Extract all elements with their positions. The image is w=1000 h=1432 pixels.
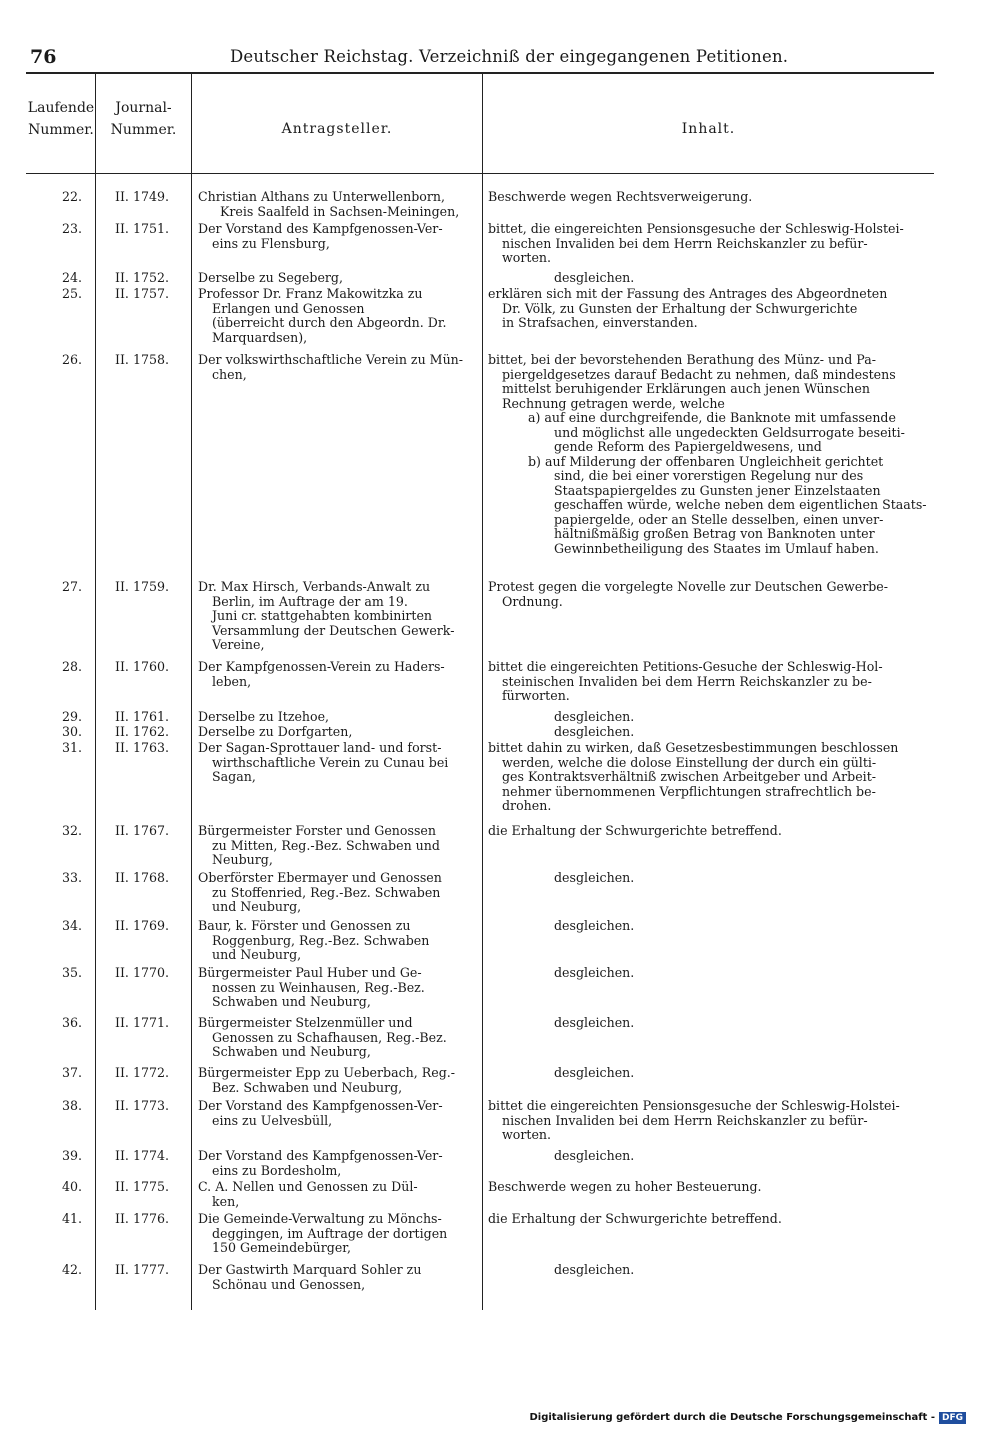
- content-line: fürworten.: [502, 688, 570, 703]
- applicant-line: und Neuburg,: [212, 899, 302, 914]
- row-number: 26.: [61, 352, 82, 367]
- content-line: die Erhaltung der Schwurgerichte betreffend.: [488, 1211, 782, 1226]
- applicant-line: Der Kampfgenossen-Verein zu Haders-: [198, 659, 445, 674]
- row-number: 29.: [61, 709, 82, 724]
- applicant-line: Die Gemeinde-Verwaltung zu Mönchs-: [198, 1211, 442, 1226]
- applicant-line: Versammlung der Deutschen Gewerk-: [212, 622, 455, 638]
- applicant-line: Schwaben und Neuburg,: [212, 994, 371, 1009]
- col-header-line: Nummer.: [110, 122, 177, 138]
- applicant-line: ken,: [212, 1193, 240, 1209]
- content-line: werden, welche die dolose Einstellung der durch ein gülti-: [502, 754, 877, 770]
- content-line: gende Reform des Papiergeldwesens, und: [554, 439, 822, 454]
- journal-number: II. 1760.: [114, 659, 169, 674]
- applicant-line: Der volkswirthschaftliche Verein zu Mün-: [198, 352, 464, 367]
- applicant-line: Professor Dr. Franz Makowitzka zu: [198, 286, 423, 301]
- applicant-line: Schwaben und Neuburg,: [212, 1044, 371, 1059]
- content-line: desgleichen.: [554, 1262, 635, 1277]
- row-number: 24.: [61, 270, 82, 285]
- applicant-line: 150 Gemeindebürger,: [212, 1240, 351, 1255]
- applicant-line: Genossen zu Schafhausen, Reg.-Bez.: [212, 1029, 447, 1045]
- applicant-line: chen,: [212, 366, 247, 382]
- content-line: ges Kontraktsverhältniß zwischen Arbeitgeber und Arbeit-: [502, 769, 877, 784]
- row-number: 41.: [61, 1211, 82, 1226]
- journal-number: II. 1771.: [114, 1015, 169, 1030]
- applicant-line: Marquardsen),: [212, 329, 308, 345]
- content-line: worten.: [502, 250, 552, 265]
- applicant-line: Bez. Schwaben und Neuburg,: [212, 1079, 403, 1095]
- applicant-line: Dr. Max Hirsch, Verbands-Anwalt zu: [198, 579, 431, 594]
- content-line: bittet, die eingereichten Pensionsgesuche der Schleswig-Holstei-: [488, 221, 904, 236]
- applicant-line: Derselbe zu Dorfgarten,: [198, 724, 353, 739]
- content-line: desgleichen.: [554, 870, 635, 885]
- footer: [529, 1412, 966, 1424]
- content-line: hältnißmäßig großen Betrag von Banknoten unter: [554, 526, 875, 541]
- dfg-logo: DFG: [939, 1412, 966, 1424]
- applicant-line: zu Stoffenried, Reg.-Bez. Schwaben: [212, 884, 441, 900]
- content-line: b) auf Milderung der offenbaren Ungleichheit gerichtet: [528, 453, 884, 469]
- content-line: desgleichen.: [554, 965, 635, 980]
- applicant-line: Bürgermeister Forster und Genossen: [198, 823, 436, 838]
- content-line: Ordnung.: [502, 593, 563, 609]
- journal-number: II. 1775.: [114, 1179, 169, 1194]
- row-number: 25.: [61, 286, 82, 301]
- journal-number: II. 1751.: [114, 221, 169, 236]
- content-line: Gewinnbetheiligung des Staates im Umlauf haben.: [554, 540, 879, 556]
- row-number: 38.: [61, 1098, 82, 1113]
- content-line: bittet die eingereichten Pensionsgesuche der Schleswig-Holstei-: [488, 1098, 900, 1113]
- content-line: Beschwerde wegen zu hoher Besteuerung.: [488, 1179, 762, 1194]
- applicant-line: Der Vorstand des Kampfgenossen-Ver-: [198, 1098, 443, 1113]
- col-header-journal-nummer: [96, 97, 191, 141]
- row-number: 30.: [61, 724, 82, 739]
- content-line: Protest gegen die vorgelegte Novelle zur Deutschen Gewerbe-: [488, 579, 888, 594]
- applicant-line: Der Vorstand des Kampfgenossen-Ver-: [198, 1148, 443, 1163]
- content-line: desgleichen.: [554, 709, 635, 724]
- row-number: 39.: [61, 1148, 82, 1163]
- content-line: geschaffen würde, welche neben dem eigentlichen Staats-: [554, 497, 927, 512]
- applicant-line: Juni cr. stattgehabten kombinirten: [212, 608, 433, 623]
- content-line: und möglichst alle ungedeckten Geldsurrogate beseiti-: [554, 424, 905, 440]
- applicant-line: Derselbe zu Segeberg,: [198, 270, 343, 285]
- content-line: desgleichen.: [554, 1148, 635, 1163]
- row-number: 34.: [61, 918, 82, 933]
- applicant-line: Bürgermeister Stelzenmüller und: [198, 1015, 413, 1030]
- applicant-line: eins zu Bordesholm,: [212, 1162, 342, 1178]
- applicant-line: Oberförster Ebermayer und Genossen: [198, 870, 442, 885]
- content-line: drohen.: [502, 798, 552, 813]
- content-line: Staatspapiergeldes zu Gunsten jener Einzelstaaten: [554, 482, 881, 498]
- row-number: 28.: [61, 659, 82, 674]
- journal-number: II. 1770.: [114, 965, 169, 980]
- journal-number: II. 1763.: [114, 740, 169, 755]
- applicant-line: und Neuburg,: [212, 947, 302, 962]
- applicant-line: nossen zu Weinhausen, Reg.-Bez.: [212, 979, 425, 995]
- content-line: desgleichen.: [554, 1015, 635, 1030]
- row-number: 22.: [61, 189, 82, 204]
- row-number: 23.: [61, 221, 82, 236]
- content-line: nehmer übernommenen Verpflichtungen strafrechtlich be-: [502, 783, 876, 799]
- content-line: steinischen Invaliden bei dem Herrn Reichskanzler zu be-: [502, 673, 872, 689]
- row-number: 37.: [61, 1065, 82, 1080]
- applicant-line: wirthschaftliche Verein zu Cunau bei: [212, 754, 449, 770]
- page-number: 76: [30, 46, 57, 68]
- applicant-line: Bürgermeister Paul Huber und Ge-: [198, 965, 422, 980]
- applicant-line: Vereine,: [212, 637, 265, 652]
- journal-number: II. 1757.: [114, 286, 169, 301]
- applicant-line: Berlin, im Auftrage der am 19.: [212, 593, 408, 609]
- applicant-line: Christian Althans zu Unterwellenborn,: [198, 189, 445, 204]
- content-line: desgleichen.: [554, 270, 635, 285]
- applicant-line: C. A. Nellen und Genossen zu Dül-: [198, 1179, 418, 1194]
- content-line: die Erhaltung der Schwurgerichte betreffend.: [488, 823, 782, 838]
- content-line: erklären sich mit der Fassung des Antrages des Abgeordneten: [488, 286, 888, 301]
- row-number: 32.: [61, 823, 82, 838]
- journal-number: II. 1772.: [114, 1065, 169, 1080]
- content-line: mittelst beruhigender Erklärungen auch jenen Wünschen: [502, 381, 870, 396]
- applicant-line: eins zu Uelvesbüll,: [212, 1112, 333, 1128]
- content-line: a) auf eine durchgreifende, die Banknote mit umfassende: [528, 410, 896, 425]
- footer-text: Digitalisierung gefördert durch die Deutsche Forschungsgemeinschaft -: [529, 1412, 935, 1423]
- journal-number: II. 1767.: [114, 823, 169, 838]
- content-line: in Strafsachen, einverstanden.: [502, 315, 698, 330]
- top-rule: [26, 72, 934, 74]
- applicant-line: (überreicht durch den Abgeordn. Dr.: [212, 315, 447, 330]
- column-divider-2: [191, 72, 192, 1310]
- content-line: worten.: [502, 1127, 552, 1142]
- applicant-line: leben,: [212, 673, 252, 689]
- journal-number: II. 1758.: [114, 352, 169, 367]
- content-line: bittet, bei der bevorstehenden Berathung des Münz- und Pa-: [488, 352, 876, 367]
- applicant-line: eins zu Flensburg,: [212, 235, 330, 251]
- applicant-line: Der Gastwirth Marquard Sohler zu: [198, 1262, 422, 1277]
- content-line: papiergelde, oder an Stelle desselben, einen unver-: [554, 511, 884, 527]
- row-number: 33.: [61, 870, 82, 885]
- col-header-line: Journal-: [115, 100, 172, 116]
- content-line: Dr. Völk, zu Gunsten der Erhaltung der Schwurgerichte: [502, 300, 858, 316]
- col-header-inhalt: Inhalt.: [681, 121, 736, 137]
- row-number: 31.: [61, 740, 82, 755]
- row-number: 42.: [61, 1262, 82, 1277]
- applicant-line: Neuburg,: [212, 852, 273, 867]
- applicant-line: Schönau und Genossen,: [212, 1276, 366, 1292]
- applicant-line: Bürgermeister Epp zu Ueberbach, Reg.-: [198, 1065, 456, 1080]
- content-line: bittet die eingereichten Petitions-Gesuche der Schleswig-Hol-: [488, 659, 883, 674]
- journal-number: II. 1776.: [114, 1211, 169, 1226]
- journal-number: II. 1762.: [114, 724, 169, 739]
- content-line: Rechnung getragen werde, welche: [502, 395, 725, 411]
- content-line: sind, die bei einer vorerstigen Regelung nur des: [554, 468, 864, 483]
- content-line: nischen Invaliden bei dem Herrn Reichskanzler zu befür-: [502, 1112, 868, 1128]
- running-head: Deutscher Reichstag. Verzeichniß der eingegangenen Petitionen.: [230, 47, 789, 66]
- journal-number: II. 1769.: [114, 918, 169, 933]
- row-number: 35.: [61, 965, 82, 980]
- col-header-laufende-nummer: [26, 97, 96, 141]
- applicant-line: Derselbe zu Itzehoe,: [198, 709, 330, 724]
- journal-number: II. 1768.: [114, 870, 169, 885]
- applicant-line: Der Vorstand des Kampfgenossen-Ver-: [198, 221, 443, 236]
- content-line: desgleichen.: [554, 724, 635, 739]
- row-number: 36.: [61, 1015, 82, 1030]
- journal-number: II. 1752.: [114, 270, 169, 285]
- row-number: 27.: [61, 579, 82, 594]
- journal-number: II. 1773.: [114, 1098, 169, 1113]
- col-header-line: Laufende: [27, 100, 95, 116]
- applicant-line: zu Mitten, Reg.-Bez. Schwaben und: [212, 837, 440, 853]
- journal-number: II. 1777.: [114, 1262, 169, 1277]
- column-divider-1: [95, 72, 96, 1310]
- applicant-line: Baur, k. Förster und Genossen zu: [198, 918, 411, 933]
- journal-number: II. 1759.: [114, 579, 169, 594]
- applicant-line: Kreis Saalfeld in Sachsen-Meiningen,: [220, 203, 460, 219]
- header-bottom-rule: [26, 173, 934, 174]
- applicant-line: Erlangen und Genossen: [212, 300, 365, 316]
- applicant-line: Der Sagan-Sprottauer land- und forst-: [198, 740, 442, 755]
- content-line: bittet dahin zu wirken, daß Gesetzesbestimmungen beschlossen: [488, 740, 899, 755]
- content-line: desgleichen.: [554, 1065, 635, 1080]
- applicant-line: Roggenburg, Reg.-Bez. Schwaben: [212, 932, 430, 948]
- applicant-line: deggingen, im Auftrage der dortigen: [212, 1225, 448, 1241]
- content-line: Beschwerde wegen Rechtsverweigerung.: [488, 189, 753, 204]
- content-line: piergeldgesetzes darauf Bedacht zu nehmen, daß mindestens: [502, 366, 896, 382]
- col-header-antragsteller: Antragsteller.: [281, 121, 393, 137]
- journal-number: II. 1749.: [114, 189, 169, 204]
- journal-number: II. 1774.: [114, 1148, 169, 1163]
- row-number: 40.: [61, 1179, 82, 1194]
- journal-number: II. 1761.: [114, 709, 169, 724]
- content-line: nischen Invaliden bei dem Herrn Reichskanzler zu befür-: [502, 235, 868, 251]
- col-header-line: Nummer.: [28, 122, 94, 138]
- content-line: desgleichen.: [554, 918, 635, 933]
- applicant-line: Sagan,: [212, 769, 256, 784]
